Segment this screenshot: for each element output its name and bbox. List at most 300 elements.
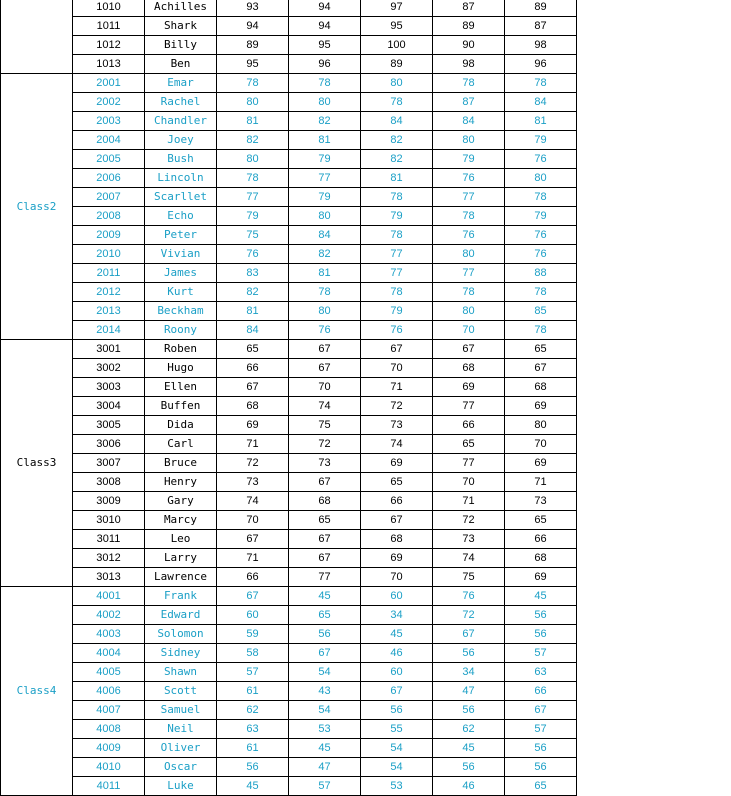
score-cell: 96 (505, 55, 577, 74)
student-name-cell: Vivian (145, 245, 217, 264)
score-cell: 98 (433, 55, 505, 74)
student-id-cell: 4001 (73, 587, 145, 606)
student-name-cell: Solomon (145, 625, 217, 644)
score-cell: 80 (505, 416, 577, 435)
score-cell: 54 (361, 758, 433, 777)
score-cell: 73 (289, 454, 361, 473)
table-row (1, 549, 577, 568)
score-cell: 67 (361, 340, 433, 359)
score-cell: 65 (289, 511, 361, 530)
score-cell: 56 (505, 606, 577, 625)
score-cell: 66 (505, 682, 577, 701)
student-name-cell: Sidney (145, 644, 217, 663)
table-row (1, 739, 577, 758)
student-id-cell: 4008 (73, 720, 145, 739)
score-cell: 68 (361, 530, 433, 549)
student-name-cell: Roony (145, 321, 217, 340)
student-name-cell: Oscar (145, 758, 217, 777)
score-cell: 95 (289, 36, 361, 55)
student-id-cell: 4007 (73, 701, 145, 720)
score-cell: 72 (217, 454, 289, 473)
table-row (1, 416, 577, 435)
student-id-cell: 4003 (73, 625, 145, 644)
student-id-cell: 2004 (73, 131, 145, 150)
student-name-cell: Billy (145, 36, 217, 55)
student-id-cell: 3008 (73, 473, 145, 492)
score-cell: 94 (217, 17, 289, 36)
table-row (1, 644, 577, 663)
score-cell: 45 (505, 587, 577, 606)
score-cell: 76 (433, 169, 505, 188)
score-cell: 54 (289, 701, 361, 720)
score-cell: 95 (361, 17, 433, 36)
score-cell: 46 (361, 644, 433, 663)
score-cell: 78 (505, 283, 577, 302)
score-cell: 59 (217, 625, 289, 644)
table-row (1, 587, 577, 606)
score-cell: 56 (289, 625, 361, 644)
score-cell: 67 (505, 359, 577, 378)
score-cell: 67 (361, 511, 433, 530)
score-cell: 60 (361, 587, 433, 606)
student-id-cell: 2006 (73, 169, 145, 188)
table-row (1, 207, 577, 226)
score-cell: 46 (433, 777, 505, 796)
score-cell: 70 (433, 321, 505, 340)
score-cell: 75 (433, 568, 505, 587)
student-id-cell: 2014 (73, 321, 145, 340)
student-name-cell: Ellen (145, 378, 217, 397)
score-cell: 72 (361, 397, 433, 416)
score-cell: 77 (433, 264, 505, 283)
score-cell: 66 (217, 359, 289, 378)
table-row (1, 511, 577, 530)
score-cell: 67 (433, 625, 505, 644)
score-cell: 45 (433, 739, 505, 758)
student-name-cell: Shawn (145, 663, 217, 682)
student-id-cell: 2009 (73, 226, 145, 245)
score-cell: 56 (433, 701, 505, 720)
student-name-cell: Larry (145, 549, 217, 568)
table-row (1, 340, 577, 359)
student-id-cell: 2001 (73, 74, 145, 93)
score-cell: 81 (361, 169, 433, 188)
score-cell: 77 (361, 245, 433, 264)
table-row (1, 568, 577, 587)
student-name-cell: Frank (145, 587, 217, 606)
student-id-cell: 3007 (73, 454, 145, 473)
student-id-cell: 2008 (73, 207, 145, 226)
score-cell: 78 (217, 74, 289, 93)
table-row (1, 492, 577, 511)
score-cell: 69 (361, 454, 433, 473)
student-name-cell: Rachel (145, 93, 217, 112)
score-cell: 67 (289, 530, 361, 549)
score-cell: 60 (217, 606, 289, 625)
table-row (1, 169, 577, 188)
score-cell: 61 (217, 739, 289, 758)
student-name-cell: Luke (145, 777, 217, 796)
score-cell: 89 (217, 36, 289, 55)
student-name-cell: Ben (145, 55, 217, 74)
score-cell: 56 (505, 625, 577, 644)
score-cell: 67 (289, 644, 361, 663)
score-cell: 34 (433, 663, 505, 682)
score-cell: 80 (433, 245, 505, 264)
score-cell: 81 (505, 112, 577, 131)
student-id-cell: 4010 (73, 758, 145, 777)
score-cell: 89 (361, 55, 433, 74)
score-cell: 73 (505, 492, 577, 511)
score-cell: 94 (289, 17, 361, 36)
score-cell: 67 (217, 530, 289, 549)
score-cell: 84 (361, 112, 433, 131)
score-cell: 69 (217, 416, 289, 435)
score-cell: 77 (433, 397, 505, 416)
score-cell: 67 (289, 359, 361, 378)
table-row (1, 701, 577, 720)
score-cell: 65 (289, 606, 361, 625)
table-row (1, 36, 577, 55)
score-cell: 79 (289, 188, 361, 207)
score-cell: 75 (217, 226, 289, 245)
score-cell: 62 (433, 720, 505, 739)
score-cell: 80 (433, 302, 505, 321)
score-cell: 70 (217, 511, 289, 530)
score-cell: 69 (505, 454, 577, 473)
table-row (1, 359, 577, 378)
score-cell: 78 (433, 207, 505, 226)
score-cell: 73 (433, 530, 505, 549)
score-cell: 78 (505, 321, 577, 340)
score-cell: 78 (505, 188, 577, 207)
student-id-cell: 1013 (73, 55, 145, 74)
score-cell: 84 (217, 321, 289, 340)
table-row (1, 378, 577, 397)
score-cell: 71 (217, 549, 289, 568)
score-cell: 78 (217, 169, 289, 188)
table-row (1, 435, 577, 454)
score-cell: 84 (433, 112, 505, 131)
score-cell: 68 (505, 549, 577, 568)
student-name-cell: Oliver (145, 739, 217, 758)
score-cell: 87 (433, 0, 505, 17)
score-cell: 73 (361, 416, 433, 435)
student-name-cell: Scott (145, 682, 217, 701)
score-cell: 84 (289, 226, 361, 245)
score-cell: 88 (505, 264, 577, 283)
score-cell: 79 (505, 131, 577, 150)
score-cell: 55 (361, 720, 433, 739)
score-cell: 57 (505, 720, 577, 739)
score-cell: 68 (505, 378, 577, 397)
table-row (1, 283, 577, 302)
table-row (1, 55, 577, 74)
score-cell: 85 (505, 302, 577, 321)
student-id-cell: 2002 (73, 93, 145, 112)
student-name-cell: Gary (145, 492, 217, 511)
score-cell: 66 (505, 530, 577, 549)
score-cell: 76 (505, 245, 577, 264)
score-cell: 79 (361, 302, 433, 321)
score-cell: 65 (505, 777, 577, 796)
score-cell: 77 (289, 169, 361, 188)
score-cell: 82 (217, 283, 289, 302)
table-row (1, 758, 577, 777)
score-cell: 47 (289, 758, 361, 777)
score-cell: 60 (361, 663, 433, 682)
table-row (1, 188, 577, 207)
score-cell: 82 (289, 112, 361, 131)
score-cell: 80 (217, 93, 289, 112)
student-id-cell: 2007 (73, 188, 145, 207)
score-cell: 76 (361, 321, 433, 340)
student-name-cell: Shark (145, 17, 217, 36)
score-cell: 77 (289, 568, 361, 587)
score-cell: 65 (433, 435, 505, 454)
score-cell: 57 (217, 663, 289, 682)
table-row (1, 530, 577, 549)
score-cell: 70 (361, 359, 433, 378)
student-id-cell: 3009 (73, 492, 145, 511)
class-label-cell: Class4 (1, 587, 73, 796)
score-cell: 78 (433, 283, 505, 302)
score-cell: 79 (505, 207, 577, 226)
table-row (1, 112, 577, 131)
student-name-cell: Bruce (145, 454, 217, 473)
score-cell: 80 (217, 150, 289, 169)
score-cell: 76 (433, 226, 505, 245)
score-cell: 67 (289, 473, 361, 492)
student-name-cell: Lawrence (145, 568, 217, 587)
score-cell: 57 (505, 644, 577, 663)
table-row (1, 302, 577, 321)
table-row (1, 682, 577, 701)
score-cell: 78 (361, 188, 433, 207)
score-cell: 56 (505, 758, 577, 777)
score-cell: 80 (505, 169, 577, 188)
student-id-cell: 3010 (73, 511, 145, 530)
score-cell: 70 (361, 568, 433, 587)
score-cell: 93 (217, 0, 289, 17)
student-id-cell: 2003 (73, 112, 145, 131)
score-cell: 66 (433, 416, 505, 435)
score-cell: 78 (289, 283, 361, 302)
student-id-cell: 3004 (73, 397, 145, 416)
score-cell: 80 (289, 302, 361, 321)
score-cell: 62 (217, 701, 289, 720)
score-cell: 63 (505, 663, 577, 682)
score-cell: 71 (217, 435, 289, 454)
score-cell: 70 (289, 378, 361, 397)
score-cell: 89 (433, 17, 505, 36)
student-name-cell: Peter (145, 226, 217, 245)
table-row (1, 454, 577, 473)
table-row (1, 321, 577, 340)
student-name-cell: James (145, 264, 217, 283)
student-name-cell: Joey (145, 131, 217, 150)
score-cell: 67 (505, 701, 577, 720)
table-row (1, 264, 577, 283)
student-name-cell: Roben (145, 340, 217, 359)
score-cell: 79 (289, 150, 361, 169)
student-id-cell: 2010 (73, 245, 145, 264)
student-id-cell: 4009 (73, 739, 145, 758)
score-cell: 45 (289, 587, 361, 606)
score-cell: 80 (289, 207, 361, 226)
score-cell: 90 (433, 36, 505, 55)
score-cell: 67 (433, 340, 505, 359)
student-name-cell: Buffen (145, 397, 217, 416)
score-cell: 87 (505, 17, 577, 36)
table-row (1, 93, 577, 112)
score-cell: 45 (289, 739, 361, 758)
table-row (1, 131, 577, 150)
student-id-cell: 3001 (73, 340, 145, 359)
score-cell: 70 (505, 435, 577, 454)
score-cell: 79 (433, 150, 505, 169)
score-cell: 68 (217, 397, 289, 416)
score-cell: 47 (433, 682, 505, 701)
score-cell: 74 (433, 549, 505, 568)
table-body (1, 0, 577, 796)
class-label-cell (1, 0, 73, 74)
score-cell: 69 (505, 397, 577, 416)
table-row (1, 720, 577, 739)
score-cell: 56 (505, 739, 577, 758)
score-cell: 66 (217, 568, 289, 587)
score-cell: 71 (505, 473, 577, 492)
score-cell: 67 (361, 682, 433, 701)
score-cell: 77 (433, 454, 505, 473)
student-id-cell: 4005 (73, 663, 145, 682)
score-cell: 80 (289, 93, 361, 112)
score-cell: 76 (217, 245, 289, 264)
table-row (1, 74, 577, 93)
student-name-cell: Beckham (145, 302, 217, 321)
score-cell: 78 (361, 283, 433, 302)
table-row (1, 473, 577, 492)
score-cell: 67 (217, 378, 289, 397)
score-cell: 72 (289, 435, 361, 454)
score-cell: 34 (361, 606, 433, 625)
score-cell: 82 (361, 150, 433, 169)
score-cell: 73 (217, 473, 289, 492)
student-id-cell: 3002 (73, 359, 145, 378)
score-cell: 65 (217, 340, 289, 359)
student-name-cell: Emar (145, 74, 217, 93)
score-cell: 78 (361, 93, 433, 112)
score-cell: 68 (289, 492, 361, 511)
score-cell: 79 (217, 207, 289, 226)
score-cell: 87 (433, 93, 505, 112)
score-cell: 71 (361, 378, 433, 397)
student-id-cell: 4006 (73, 682, 145, 701)
score-cell: 72 (433, 511, 505, 530)
table-row (1, 245, 577, 264)
table-row (1, 150, 577, 169)
student-id-cell: 1012 (73, 36, 145, 55)
score-cell: 82 (289, 245, 361, 264)
student-name-cell: Lincoln (145, 169, 217, 188)
score-cell: 45 (361, 625, 433, 644)
score-cell: 81 (289, 131, 361, 150)
score-cell: 53 (289, 720, 361, 739)
student-name-cell: Bush (145, 150, 217, 169)
student-name-cell: Scarllet (145, 188, 217, 207)
score-cell: 57 (289, 777, 361, 796)
score-cell: 45 (217, 777, 289, 796)
student-name-cell: Chandler (145, 112, 217, 131)
student-name-cell: Neil (145, 720, 217, 739)
score-cell: 70 (433, 473, 505, 492)
score-cell: 65 (361, 473, 433, 492)
score-cell: 69 (361, 549, 433, 568)
student-id-cell: 2005 (73, 150, 145, 169)
class-label-cell: Class3 (1, 340, 73, 587)
score-cell: 58 (217, 644, 289, 663)
score-cell: 65 (505, 340, 577, 359)
score-cell: 84 (505, 93, 577, 112)
class-label-cell: Class2 (1, 74, 73, 340)
score-cell: 77 (217, 188, 289, 207)
score-cell: 78 (289, 74, 361, 93)
score-cell: 78 (361, 226, 433, 245)
student-id-cell: 3012 (73, 549, 145, 568)
score-cell: 97 (361, 0, 433, 17)
score-cell: 83 (217, 264, 289, 283)
score-cell: 76 (505, 226, 577, 245)
score-cell: 95 (217, 55, 289, 74)
score-cell: 54 (289, 663, 361, 682)
student-id-cell: 3006 (73, 435, 145, 454)
student-id-cell: 3005 (73, 416, 145, 435)
table-row (1, 226, 577, 245)
student-id-cell: 3003 (73, 378, 145, 397)
student-name-cell: Samuel (145, 701, 217, 720)
table-row (1, 0, 577, 17)
score-cell: 76 (505, 150, 577, 169)
score-cell: 56 (433, 644, 505, 663)
score-cell: 66 (361, 492, 433, 511)
student-name-cell: Achilles (145, 0, 217, 17)
student-name-cell: Carl (145, 435, 217, 454)
student-id-cell: 4002 (73, 606, 145, 625)
student-name-cell: Leo (145, 530, 217, 549)
score-cell: 100 (361, 36, 433, 55)
student-name-cell: Hugo (145, 359, 217, 378)
score-cell: 82 (361, 131, 433, 150)
score-cell: 74 (217, 492, 289, 511)
student-id-cell: 3011 (73, 530, 145, 549)
score-cell: 80 (361, 74, 433, 93)
student-id-cell: 4004 (73, 644, 145, 663)
score-cell: 78 (505, 74, 577, 93)
score-cell: 56 (361, 701, 433, 720)
score-cell: 53 (361, 777, 433, 796)
score-cell: 71 (433, 492, 505, 511)
score-cell: 81 (217, 112, 289, 131)
student-id-cell: 3013 (73, 568, 145, 587)
score-cell: 76 (289, 321, 361, 340)
score-cell: 54 (361, 739, 433, 758)
table-row (1, 17, 577, 36)
student-name-cell: Henry (145, 473, 217, 492)
score-cell: 80 (433, 131, 505, 150)
score-cell: 56 (217, 758, 289, 777)
student-id-cell: 4011 (73, 777, 145, 796)
score-cell: 78 (433, 74, 505, 93)
